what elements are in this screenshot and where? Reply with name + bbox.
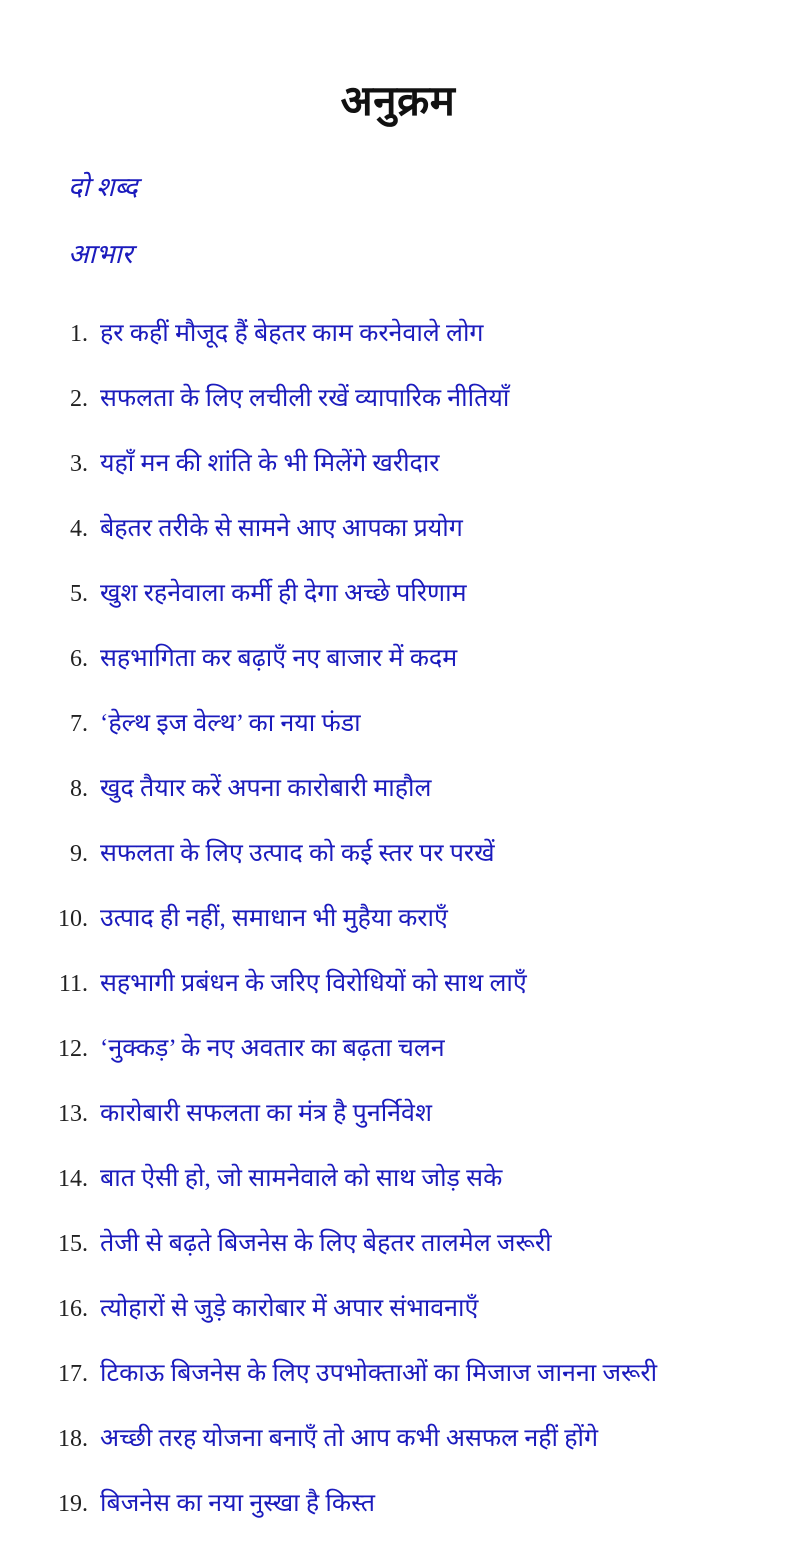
- toc-entry: [50, 968, 766, 1000]
- toc-entry-link[interactable]: तेजी से बढ़ते बिजनेस के लिए बेहतर तालमेल जरूरी: [100, 1230, 552, 1257]
- toc-entry-number: 13.: [58, 1101, 88, 1127]
- toc-entry-link[interactable]: बिजनेस का नया नुस्खा है किस्त: [100, 1490, 376, 1517]
- toc-entry-link[interactable]: बेहतर तरीके से सामने आए आपका प्रयोग: [100, 515, 463, 542]
- toc-entry: [50, 1293, 766, 1325]
- toc-entry-number: 11.: [58, 971, 88, 997]
- toc-entry-link[interactable]: हर कहीं मौजूद हैं बेहतर काम करनेवाले लोग: [100, 320, 484, 347]
- toc-entry: [50, 1163, 766, 1195]
- toc-entry: [50, 513, 766, 545]
- toc-entry-number: 3.: [70, 451, 88, 477]
- toc-entry-link[interactable]: यहाँ मन की शांति के भी मिलेंगे खरीदार: [100, 450, 440, 477]
- toc-entry-link[interactable]: त्योहारों से जुड़े कारोबार में अपार संभावनाएँ: [100, 1295, 479, 1322]
- toc-entry: [50, 838, 766, 870]
- toc-entry-link[interactable]: खुश रहनेवाला कर्मी ही देगा अच्छे परिणाम: [100, 580, 467, 607]
- toc-entry-number: 17.: [58, 1361, 88, 1387]
- toc-entry: [50, 578, 766, 610]
- toc-entry-number: 5.: [70, 581, 88, 607]
- toc-entry-number: 19.: [58, 1491, 88, 1517]
- toc-list: [0, 318, 796, 1520]
- toc-entry-number: 12.: [58, 1036, 88, 1062]
- toc-entry-link[interactable]: कारोबारी सफलता का मंत्र है पुनर्निवेश: [100, 1100, 432, 1127]
- toc-entry: [50, 708, 766, 740]
- toc-entry-number: 9.: [70, 841, 88, 867]
- toc-entry: [50, 1228, 766, 1260]
- toc-entry: [50, 1098, 766, 1130]
- toc-entry-link[interactable]: अच्छी तरह योजना बनाएँ तो आप कभी असफल नहीं होंगे: [100, 1425, 599, 1452]
- toc-entry: [50, 383, 766, 415]
- toc-entry: [50, 448, 766, 480]
- toc-entry-number: 14.: [58, 1166, 88, 1192]
- toc-entry-number: 1.: [70, 321, 88, 347]
- toc-entry: [50, 1423, 766, 1455]
- toc-entry: [50, 1358, 766, 1390]
- toc-entry-link[interactable]: उत्पाद ही नहीं, समाधान भी मुहैया कराएँ: [100, 905, 448, 932]
- toc-entry: [50, 318, 766, 350]
- toc-entry: [50, 1488, 766, 1520]
- toc-entry: [50, 903, 766, 935]
- front-matter-link-aabhar[interactable]: आभार: [68, 239, 133, 269]
- toc-entry-link[interactable]: सफलता के लिए उत्पाद को कई स्तर पर परखें: [100, 840, 495, 867]
- toc-entry-number: 18.: [58, 1426, 88, 1452]
- toc-entry-link[interactable]: टिकाऊ बिजनेस के लिए उपभोक्ताओं का मिजाज जानना जरूरी: [100, 1360, 658, 1387]
- toc-entry-link[interactable]: सफलता के लिए लचीली रखें व्यापारिक नीतियाँ: [100, 385, 510, 412]
- toc-entry-number: 4.: [70, 516, 88, 542]
- toc-entry-link[interactable]: खुद तैयार करें अपना कारोबारी माहौल: [100, 775, 432, 802]
- front-matter-link-do-shabd[interactable]: दो शब्द: [68, 172, 138, 202]
- page-title: अनुक्रम: [340, 79, 456, 125]
- toc-entry-link[interactable]: ‘नुक्कड़’ के नए अवतार का बढ़ता चलन: [100, 1035, 445, 1062]
- toc-entry: [50, 1033, 766, 1065]
- toc-entry-link[interactable]: सहभागी प्रबंधन के जरिए विरोधियों को साथ लाएँ: [100, 970, 527, 997]
- toc-entry-number: 16.: [58, 1296, 88, 1322]
- toc-entry-number: 7.: [70, 711, 88, 737]
- toc-entry-link[interactable]: ‘हेल्थ इज वेल्थ’ का नया फंडा: [100, 710, 361, 737]
- toc-entry-number: 2.: [70, 386, 88, 412]
- toc-entry-number: 6.: [70, 646, 88, 672]
- toc-entry-number: 8.: [70, 776, 88, 802]
- front-matter-section: [0, 170, 796, 271]
- toc-entry-link[interactable]: सहभागिता कर बढ़ाएँ नए बाजार में कदम: [100, 645, 458, 672]
- toc-entry-number: 15.: [58, 1231, 88, 1257]
- toc-entry-link[interactable]: बात ऐसी हो, जो सामनेवाले को साथ जोड़ सके: [100, 1165, 503, 1192]
- toc-entry: [50, 773, 766, 805]
- toc-entry-number: 10.: [58, 906, 88, 932]
- toc-entry: [50, 643, 766, 675]
